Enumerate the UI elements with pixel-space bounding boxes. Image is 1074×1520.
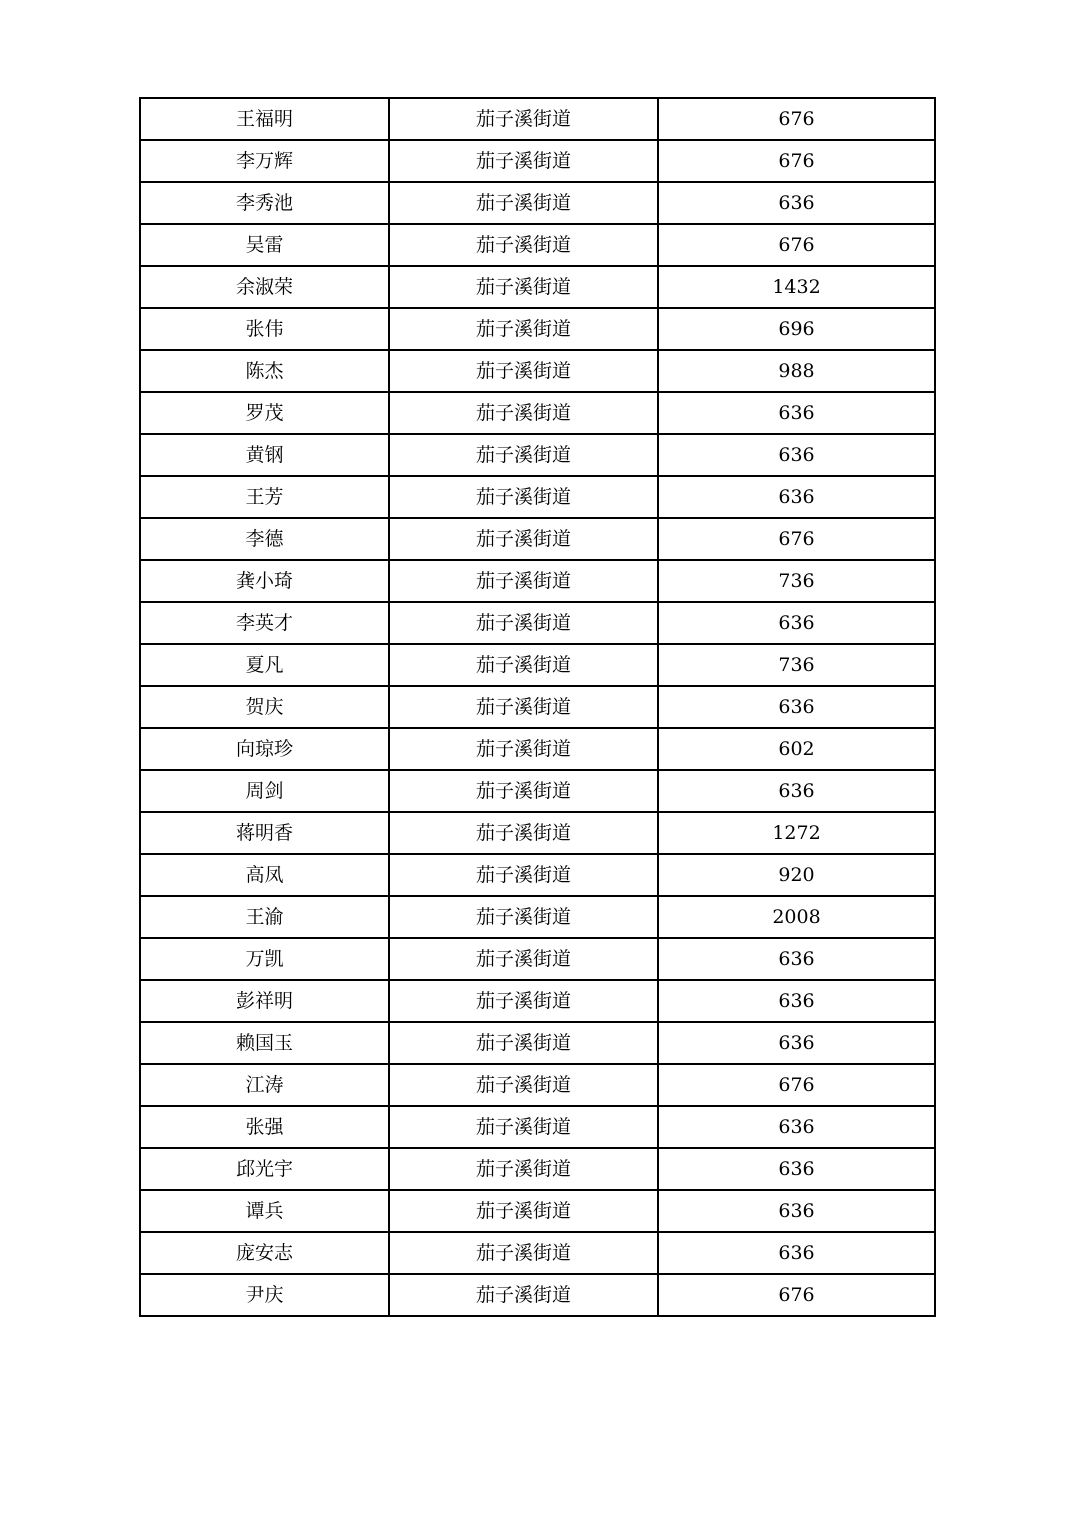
name-cell: 庞安志 [140, 1232, 389, 1274]
amount-cell: 636 [658, 602, 935, 644]
table-row [140, 686, 935, 728]
name-cell: 向琼珍 [140, 728, 389, 770]
street-cell: 茄子溪街道 [389, 1190, 658, 1232]
amount-cell: 636 [658, 1190, 935, 1232]
name-cell: 周剑 [140, 770, 389, 812]
table-row [140, 224, 935, 266]
street-cell: 茄子溪街道 [389, 1106, 658, 1148]
roster-table-body [140, 98, 935, 1316]
name-cell: 黄钢 [140, 434, 389, 476]
name-cell: 蒋明香 [140, 812, 389, 854]
amount-cell: 1432 [658, 266, 935, 308]
table-row [140, 728, 935, 770]
name-cell: 王芳 [140, 476, 389, 518]
amount-cell: 696 [658, 308, 935, 350]
roster-table [139, 97, 936, 1317]
table-row [140, 560, 935, 602]
amount-cell: 636 [658, 770, 935, 812]
name-cell: 赖国玉 [140, 1022, 389, 1064]
table-row [140, 1274, 935, 1316]
name-cell: 高凤 [140, 854, 389, 896]
name-cell: 吴雷 [140, 224, 389, 266]
table-row [140, 854, 935, 896]
street-cell: 茄子溪街道 [389, 770, 658, 812]
table-row [140, 1106, 935, 1148]
name-cell: 贺庆 [140, 686, 389, 728]
table-row [140, 896, 935, 938]
amount-cell: 676 [658, 224, 935, 266]
street-cell: 茄子溪街道 [389, 938, 658, 980]
amount-cell: 636 [658, 1022, 935, 1064]
table-row [140, 434, 935, 476]
name-cell: 谭兵 [140, 1190, 389, 1232]
amount-cell: 736 [658, 560, 935, 602]
amount-cell: 636 [658, 1106, 935, 1148]
street-cell: 茄子溪街道 [389, 182, 658, 224]
table-row [140, 308, 935, 350]
table-row [140, 1064, 935, 1106]
table-row [140, 392, 935, 434]
street-cell: 茄子溪街道 [389, 1064, 658, 1106]
amount-cell: 636 [658, 434, 935, 476]
street-cell: 茄子溪街道 [389, 140, 658, 182]
table-row [140, 812, 935, 854]
amount-cell: 636 [658, 476, 935, 518]
table-row [140, 140, 935, 182]
amount-cell: 636 [658, 938, 935, 980]
table-row [140, 1148, 935, 1190]
amount-cell: 676 [658, 518, 935, 560]
street-cell: 茄子溪街道 [389, 896, 658, 938]
amount-cell: 920 [658, 854, 935, 896]
amount-cell: 636 [658, 1148, 935, 1190]
name-cell: 王福明 [140, 98, 389, 140]
table-row [140, 770, 935, 812]
table-row [140, 182, 935, 224]
street-cell: 茄子溪街道 [389, 644, 658, 686]
street-cell: 茄子溪街道 [389, 980, 658, 1022]
amount-cell: 636 [658, 980, 935, 1022]
name-cell: 邱光宇 [140, 1148, 389, 1190]
amount-cell: 636 [658, 392, 935, 434]
name-cell: 陈杰 [140, 350, 389, 392]
name-cell: 张强 [140, 1106, 389, 1148]
name-cell: 余淑荣 [140, 266, 389, 308]
street-cell: 茄子溪街道 [389, 392, 658, 434]
amount-cell: 676 [658, 1064, 935, 1106]
table-row [140, 938, 935, 980]
street-cell: 茄子溪街道 [389, 224, 658, 266]
street-cell: 茄子溪街道 [389, 728, 658, 770]
street-cell: 茄子溪街道 [389, 686, 658, 728]
street-cell: 茄子溪街道 [389, 812, 658, 854]
street-cell: 茄子溪街道 [389, 518, 658, 560]
amount-cell: 1272 [658, 812, 935, 854]
street-cell: 茄子溪街道 [389, 602, 658, 644]
amount-cell: 676 [658, 1274, 935, 1316]
table-row [140, 350, 935, 392]
amount-cell: 636 [658, 1232, 935, 1274]
street-cell: 茄子溪街道 [389, 98, 658, 140]
name-cell: 李万辉 [140, 140, 389, 182]
street-cell: 茄子溪街道 [389, 1022, 658, 1064]
amount-cell: 636 [658, 182, 935, 224]
name-cell: 李秀池 [140, 182, 389, 224]
table-row [140, 980, 935, 1022]
street-cell: 茄子溪街道 [389, 1274, 658, 1316]
table-row [140, 1022, 935, 1064]
name-cell: 李德 [140, 518, 389, 560]
table-row [140, 1232, 935, 1274]
table-row [140, 602, 935, 644]
amount-cell: 676 [658, 98, 935, 140]
street-cell: 茄子溪街道 [389, 854, 658, 896]
street-cell: 茄子溪街道 [389, 266, 658, 308]
table-row [140, 1190, 935, 1232]
street-cell: 茄子溪街道 [389, 560, 658, 602]
name-cell: 龚小琦 [140, 560, 389, 602]
name-cell: 万凯 [140, 938, 389, 980]
amount-cell: 2008 [658, 896, 935, 938]
name-cell: 王渝 [140, 896, 389, 938]
amount-cell: 636 [658, 686, 935, 728]
street-cell: 茄子溪街道 [389, 308, 658, 350]
name-cell: 尹庆 [140, 1274, 389, 1316]
name-cell: 彭祥明 [140, 980, 389, 1022]
name-cell: 李英才 [140, 602, 389, 644]
name-cell: 夏凡 [140, 644, 389, 686]
amount-cell: 988 [658, 350, 935, 392]
amount-cell: 602 [658, 728, 935, 770]
table-row [140, 518, 935, 560]
street-cell: 茄子溪街道 [389, 350, 658, 392]
table-row [140, 98, 935, 140]
street-cell: 茄子溪街道 [389, 1148, 658, 1190]
amount-cell: 676 [658, 140, 935, 182]
street-cell: 茄子溪街道 [389, 476, 658, 518]
table-row [140, 266, 935, 308]
table-row [140, 476, 935, 518]
street-cell: 茄子溪街道 [389, 434, 658, 476]
amount-cell: 736 [658, 644, 935, 686]
street-cell: 茄子溪街道 [389, 1232, 658, 1274]
name-cell: 江涛 [140, 1064, 389, 1106]
name-cell: 罗茂 [140, 392, 389, 434]
name-cell: 张伟 [140, 308, 389, 350]
table-row [140, 644, 935, 686]
